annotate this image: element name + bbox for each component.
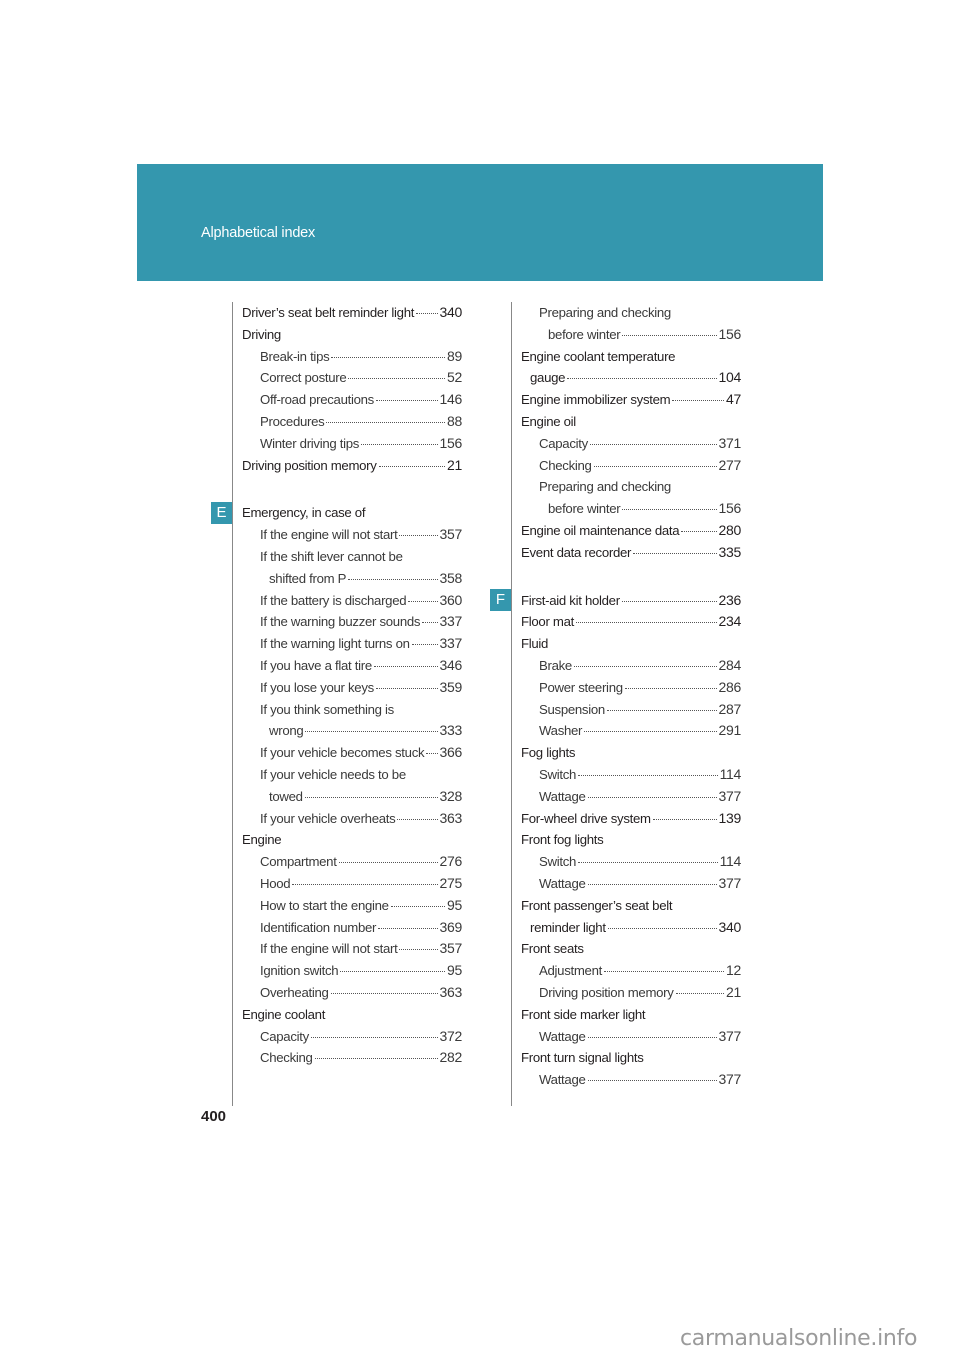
entry-text: Suspension bbox=[539, 701, 605, 717]
letter-tab-f: F bbox=[490, 589, 511, 611]
entry-text: towed bbox=[269, 788, 303, 804]
dot-leader bbox=[305, 797, 438, 798]
entry-text: Wattage bbox=[539, 788, 586, 804]
index-entry bbox=[242, 786, 462, 808]
entry-text: If you think something is bbox=[260, 701, 394, 717]
entry-text: Fog lights bbox=[521, 745, 576, 761]
index-entry bbox=[521, 633, 741, 655]
entry-text: Front seats bbox=[521, 941, 584, 957]
index-entry bbox=[521, 590, 741, 612]
dot-leader bbox=[399, 535, 437, 536]
index-entry bbox=[242, 590, 462, 612]
index-entry bbox=[521, 1004, 741, 1026]
index-entry bbox=[242, 917, 462, 939]
entry-page: 357 bbox=[439, 526, 462, 543]
entry-text: If the shift lever cannot be bbox=[260, 548, 403, 564]
entry-text: If your vehicle needs to be bbox=[260, 766, 406, 782]
index-entry bbox=[242, 699, 462, 721]
entry-text: For-wheel drive system bbox=[521, 810, 651, 826]
entry-text: Driving position memory bbox=[242, 457, 377, 473]
dot-leader bbox=[622, 601, 717, 602]
dot-leader bbox=[361, 444, 437, 445]
entry-page: 291 bbox=[718, 722, 741, 739]
entry-page: 146 bbox=[439, 391, 462, 408]
entry-text: If the warning light turns on bbox=[260, 636, 410, 652]
column-divider bbox=[232, 302, 233, 1106]
dot-leader bbox=[578, 775, 718, 776]
section-header bbox=[137, 164, 823, 281]
dot-leader bbox=[588, 797, 717, 798]
dot-leader bbox=[348, 378, 445, 379]
entry-text: Engine oil bbox=[521, 413, 576, 429]
index-entry bbox=[521, 542, 741, 564]
index-entry bbox=[521, 498, 741, 520]
entry-text: If you have a flat tire bbox=[260, 657, 372, 673]
entry-page: 360 bbox=[439, 591, 462, 608]
entry-text: Correct posture bbox=[260, 370, 347, 386]
dot-leader bbox=[376, 400, 438, 401]
index-entry bbox=[242, 960, 462, 982]
dot-leader bbox=[676, 993, 724, 994]
index-entry bbox=[242, 808, 462, 830]
dot-leader bbox=[331, 993, 438, 994]
dot-leader bbox=[672, 400, 724, 401]
section-gap bbox=[521, 564, 741, 590]
index-entry bbox=[242, 982, 462, 1004]
entry-text: Compartment bbox=[260, 854, 337, 870]
entry-page: 234 bbox=[718, 613, 741, 630]
entry-text: Wattage bbox=[539, 875, 586, 891]
index-entry bbox=[242, 524, 462, 546]
index-entry bbox=[242, 895, 462, 917]
index-entry bbox=[521, 960, 741, 982]
entry-text: Preparing and checking bbox=[539, 305, 671, 320]
index-entry bbox=[242, 502, 462, 524]
index-entry bbox=[242, 568, 462, 590]
index-entry bbox=[521, 720, 741, 742]
entry-text: Wattage bbox=[539, 1072, 586, 1088]
entry-text: Preparing and checking bbox=[539, 479, 671, 495]
index-entry bbox=[242, 411, 462, 433]
index-entry bbox=[242, 1004, 462, 1026]
index-entry bbox=[242, 633, 462, 655]
entry-page: 372 bbox=[439, 1027, 462, 1044]
entry-page: 280 bbox=[718, 521, 741, 538]
entry-text: Driving position memory bbox=[539, 984, 674, 1000]
dot-leader bbox=[584, 731, 716, 732]
dot-leader bbox=[567, 378, 716, 379]
dot-leader bbox=[578, 862, 718, 863]
dot-leader bbox=[348, 579, 437, 580]
entry-text: Capacity bbox=[260, 1028, 309, 1044]
index-entry bbox=[521, 786, 741, 808]
entry-text: Front fog lights bbox=[521, 832, 604, 848]
entry-page: 12 bbox=[726, 962, 741, 979]
entry-page: 340 bbox=[439, 304, 462, 320]
entry-text: If your vehicle overheats bbox=[260, 810, 396, 826]
entry-text: Power steering bbox=[539, 679, 623, 695]
index-entry bbox=[521, 655, 741, 677]
dot-leader bbox=[391, 906, 445, 907]
entry-text: Engine coolant temperature bbox=[521, 348, 676, 364]
entry-text: Switch bbox=[539, 766, 577, 782]
entry-text: If the warning buzzer sounds bbox=[260, 614, 421, 630]
index-entry bbox=[521, 520, 741, 542]
entry-text: Procedures bbox=[260, 413, 325, 429]
index-entry bbox=[521, 367, 741, 389]
entry-page: 333 bbox=[439, 722, 462, 739]
index-entry bbox=[242, 367, 462, 389]
dot-leader bbox=[622, 335, 716, 336]
entry-page: 114 bbox=[719, 853, 741, 870]
entry-text: Off-road precautions bbox=[260, 392, 374, 408]
entry-text: gauge bbox=[530, 370, 566, 386]
entry-text: Fluid bbox=[521, 636, 549, 652]
entry-text: Driver’s seat belt reminder light bbox=[242, 305, 415, 320]
entry-page: 377 bbox=[718, 787, 741, 804]
index-entry bbox=[521, 1026, 741, 1048]
dot-leader bbox=[588, 1037, 717, 1038]
dot-leader bbox=[574, 666, 717, 667]
entry-text: Winter driving tips bbox=[260, 435, 360, 451]
entry-text: Identification number bbox=[260, 919, 377, 935]
entry-page: 377 bbox=[718, 1071, 741, 1088]
index-entry bbox=[242, 611, 462, 633]
index-entry bbox=[521, 677, 741, 699]
index-entry bbox=[242, 938, 462, 960]
entry-text: Front turn signal lights bbox=[521, 1050, 644, 1066]
entry-text: If the engine will not start bbox=[260, 941, 398, 957]
index-entry bbox=[521, 411, 741, 433]
dot-leader bbox=[604, 971, 724, 972]
entry-page: 277 bbox=[718, 456, 741, 473]
entry-text: wrong bbox=[269, 723, 304, 739]
entry-page: 156 bbox=[439, 434, 462, 451]
dot-leader bbox=[653, 819, 717, 820]
entry-page: 358 bbox=[439, 569, 462, 586]
entry-page: 357 bbox=[439, 940, 462, 957]
index-entry bbox=[521, 764, 741, 786]
dot-leader bbox=[331, 357, 445, 358]
entry-text: before winter bbox=[548, 326, 621, 342]
section-gap bbox=[242, 476, 462, 502]
entry-text: shifted from P bbox=[269, 570, 347, 586]
entry-text: Engine oil maintenance data bbox=[521, 522, 680, 538]
entry-page: 114 bbox=[719, 765, 741, 782]
index-column-left bbox=[242, 302, 462, 1069]
entry-page: 366 bbox=[439, 744, 462, 761]
entry-text: If you lose your keys bbox=[260, 679, 374, 695]
entry-page: 359 bbox=[439, 678, 462, 695]
watermark: carmanualsonline.info bbox=[680, 1326, 918, 1351]
entry-text: Driving bbox=[242, 326, 281, 342]
index-entry bbox=[521, 742, 741, 764]
entry-page: 104 bbox=[718, 369, 741, 386]
dot-leader bbox=[292, 884, 437, 885]
entry-text: If your vehicle becomes stuck bbox=[260, 745, 425, 761]
index-entry bbox=[242, 742, 462, 764]
index-column-right bbox=[521, 302, 741, 1091]
dot-leader bbox=[379, 466, 445, 467]
dot-leader bbox=[378, 928, 437, 929]
entry-text: Ignition switch bbox=[260, 963, 339, 979]
entry-page: 276 bbox=[439, 853, 462, 870]
index-entry bbox=[242, 546, 462, 568]
dot-leader bbox=[625, 688, 717, 689]
index-entry bbox=[521, 873, 741, 895]
dot-leader bbox=[622, 509, 716, 510]
index-entry bbox=[521, 433, 741, 455]
entry-page: 369 bbox=[439, 918, 462, 935]
dot-leader bbox=[412, 644, 438, 645]
dot-leader bbox=[326, 422, 445, 423]
dot-leader bbox=[594, 466, 717, 467]
entry-text: Engine immobilizer system bbox=[521, 392, 671, 408]
dot-leader bbox=[311, 1037, 438, 1038]
index-entry bbox=[242, 433, 462, 455]
index-entry bbox=[242, 324, 462, 346]
dot-leader bbox=[590, 444, 717, 445]
entry-text: Front passenger’s seat belt bbox=[521, 897, 673, 913]
dot-leader bbox=[408, 601, 437, 602]
index-entry bbox=[521, 895, 741, 917]
entry-text: Hood bbox=[260, 875, 291, 891]
dot-leader bbox=[339, 862, 438, 863]
dot-leader bbox=[608, 928, 717, 929]
entry-page: 346 bbox=[439, 656, 462, 673]
index-entry bbox=[242, 829, 462, 851]
entry-text: Checking bbox=[260, 1050, 313, 1066]
entry-page: 363 bbox=[439, 983, 462, 1000]
entry-page: 21 bbox=[447, 456, 462, 473]
index-entry bbox=[242, 720, 462, 742]
index-entry bbox=[521, 938, 741, 960]
dot-leader bbox=[576, 622, 717, 623]
entry-text: Floor mat bbox=[521, 614, 574, 630]
index-entry bbox=[521, 917, 741, 939]
entry-page: 337 bbox=[439, 635, 462, 652]
entry-page: 286 bbox=[718, 678, 741, 695]
dot-leader bbox=[399, 949, 437, 950]
index-entry bbox=[242, 1047, 462, 1069]
dot-leader bbox=[588, 884, 717, 885]
entry-page: 275 bbox=[439, 874, 462, 891]
entry-page: 328 bbox=[439, 787, 462, 804]
entry-text: Adjustment bbox=[539, 963, 602, 979]
index-entry bbox=[521, 808, 741, 830]
entry-page: 335 bbox=[718, 543, 741, 560]
entry-page: 95 bbox=[447, 962, 462, 979]
index-entry bbox=[521, 346, 741, 368]
index-entry bbox=[521, 455, 741, 477]
entry-text: Overheating bbox=[260, 984, 329, 1000]
entry-text: Wattage bbox=[539, 1028, 586, 1044]
dot-leader bbox=[416, 313, 437, 314]
entry-page: 284 bbox=[718, 656, 741, 673]
entry-page: 377 bbox=[718, 1027, 741, 1044]
entry-text: Brake bbox=[539, 657, 572, 673]
entry-text: Washer bbox=[539, 723, 583, 739]
column-divider bbox=[511, 302, 512, 1106]
entry-page: 139 bbox=[718, 809, 741, 826]
index-entry bbox=[521, 982, 741, 1004]
index-entry bbox=[521, 1069, 741, 1091]
entry-text: Capacity bbox=[539, 435, 588, 451]
entry-text: before winter bbox=[548, 501, 621, 517]
entry-text: If the engine will not start bbox=[260, 527, 398, 543]
entry-page: 377 bbox=[718, 874, 741, 891]
entry-page: 287 bbox=[718, 700, 741, 717]
dot-leader bbox=[374, 666, 438, 667]
entry-text: Checking bbox=[539, 457, 592, 473]
dot-leader bbox=[305, 731, 437, 732]
dot-leader bbox=[607, 710, 717, 711]
index-entry bbox=[242, 346, 462, 368]
entry-page: 156 bbox=[718, 500, 741, 517]
entry-text: reminder light bbox=[530, 919, 606, 935]
entry-text: First-aid kit holder bbox=[521, 592, 620, 608]
index-entry bbox=[242, 873, 462, 895]
index-entry bbox=[521, 1047, 741, 1069]
dot-leader bbox=[315, 1058, 438, 1059]
entry-page: 89 bbox=[447, 347, 462, 364]
entry-text: Front side marker light bbox=[521, 1006, 646, 1022]
entry-text: Event data recorder bbox=[521, 544, 632, 560]
index-entry bbox=[521, 611, 741, 633]
index-entry bbox=[242, 1026, 462, 1048]
index-entry bbox=[521, 324, 741, 346]
dot-leader bbox=[633, 553, 716, 554]
index-entry bbox=[521, 851, 741, 873]
entry-page: 340 bbox=[718, 918, 741, 935]
entry-page: 47 bbox=[726, 391, 741, 408]
entry-text: Engine coolant bbox=[242, 1006, 326, 1022]
entry-text: Emergency, in case of bbox=[242, 505, 366, 521]
index-entry bbox=[242, 764, 462, 786]
dot-leader bbox=[422, 622, 437, 623]
dot-leader bbox=[376, 688, 438, 689]
entry-text: Engine bbox=[242, 832, 282, 848]
section-title: Alphabetical index bbox=[201, 225, 316, 241]
entry-page: 337 bbox=[439, 613, 462, 630]
entry-page: 363 bbox=[439, 809, 462, 826]
index-entry bbox=[521, 302, 741, 324]
entry-page: 236 bbox=[718, 591, 741, 608]
index-entry bbox=[521, 476, 741, 498]
index-entry bbox=[242, 302, 462, 324]
dot-leader bbox=[426, 753, 437, 754]
index-entry bbox=[521, 389, 741, 411]
entry-page: 282 bbox=[439, 1049, 462, 1066]
index-entry bbox=[521, 699, 741, 721]
entry-text: How to start the engine bbox=[260, 897, 389, 913]
index-entry bbox=[242, 389, 462, 411]
entry-page: 88 bbox=[447, 412, 462, 429]
page-number: 400 bbox=[201, 1108, 227, 1125]
entry-page: 371 bbox=[718, 434, 741, 451]
letter-tab-e: E bbox=[211, 502, 232, 524]
entry-page: 21 bbox=[726, 983, 741, 1000]
dot-leader bbox=[397, 819, 437, 820]
entry-page: 52 bbox=[447, 369, 462, 386]
dot-leader bbox=[681, 531, 716, 532]
entry-text: If the battery is discharged bbox=[260, 592, 407, 608]
index-entry bbox=[242, 455, 462, 477]
entry-text: Switch bbox=[539, 854, 577, 870]
index-entry bbox=[242, 655, 462, 677]
index-entry bbox=[242, 677, 462, 699]
dot-leader bbox=[588, 1080, 717, 1081]
index-entry bbox=[521, 829, 741, 851]
dot-leader bbox=[340, 971, 445, 972]
entry-text: Break-in tips bbox=[260, 348, 330, 364]
entry-page: 156 bbox=[718, 325, 741, 342]
index-entry bbox=[242, 851, 462, 873]
entry-page: 95 bbox=[447, 896, 462, 913]
